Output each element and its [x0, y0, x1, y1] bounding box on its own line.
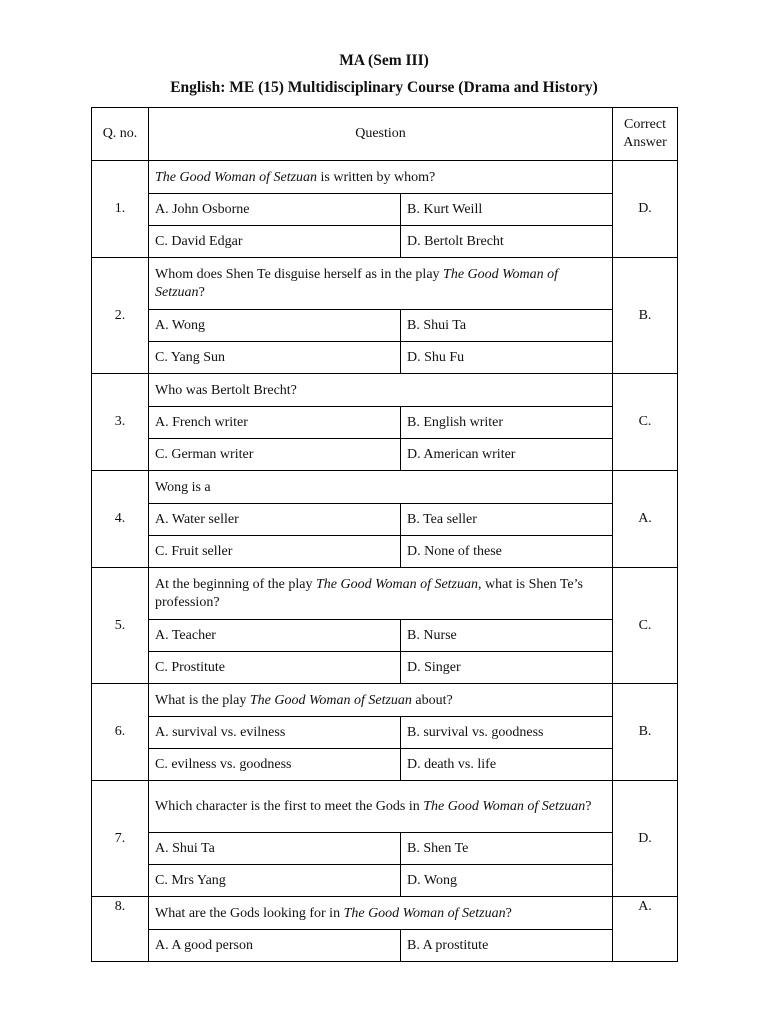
answer-option: B. English writer	[401, 407, 613, 439]
answer-option: A. Water seller	[149, 504, 401, 536]
answer-option: A. French writer	[149, 407, 401, 439]
question-text	[149, 471, 613, 504]
header-answer-line2: Answer	[623, 135, 667, 150]
answer-option: C. Yang Sun	[149, 342, 401, 374]
question-number: 2.	[92, 258, 149, 374]
options-row	[92, 749, 678, 781]
options-row	[92, 865, 678, 897]
answer-option: B. Shen Te	[401, 833, 613, 865]
correct-answer: A.	[613, 471, 678, 568]
page-title: MA (Sem III)	[339, 52, 429, 69]
question-row	[92, 374, 678, 407]
answer-option: D. Shu Fu	[401, 342, 613, 374]
options-row	[92, 407, 678, 439]
answer-option: A. A good person	[149, 930, 401, 962]
header-correct-answer	[613, 108, 678, 161]
correct-answer: D.	[613, 161, 678, 258]
question-row	[92, 897, 678, 930]
question-row	[92, 258, 678, 310]
question-text-pre: What is the play	[155, 692, 250, 708]
correct-answer: C.	[613, 374, 678, 471]
play-title-italic: The Good Woman of Setzuan	[155, 267, 559, 300]
question-number: 4.	[92, 471, 149, 568]
question-text-pre: Which character is the first to meet the Gods in	[155, 799, 424, 814]
answer-option: D. Singer	[401, 652, 613, 684]
question-number: 1.	[92, 161, 149, 258]
question-text-pre: Wong is a	[155, 479, 211, 495]
options-row	[92, 620, 678, 652]
answer-option: A. John Osborne	[149, 194, 401, 226]
question-row	[92, 471, 678, 504]
answer-option: D. American writer	[401, 439, 613, 471]
answer-option: B. Nurse	[401, 620, 613, 652]
options-row	[92, 194, 678, 226]
question-text-pre: Whom does Shen Te disguise herself as in the play	[155, 267, 444, 282]
question-text-pre: What are the Gods looking for in	[155, 905, 344, 921]
question-number: 8.	[92, 897, 149, 962]
options-row	[92, 342, 678, 374]
header-question: Question	[149, 108, 613, 161]
question-text-post: about?	[411, 692, 453, 708]
answer-option: D. None of these	[401, 536, 613, 568]
answer-option: C. David Edgar	[149, 226, 401, 258]
question-text	[149, 568, 613, 620]
correct-answer: A.	[613, 897, 678, 962]
question-row	[92, 781, 678, 833]
question-row	[92, 161, 678, 194]
correct-answer: B.	[613, 684, 678, 781]
questions-table	[91, 107, 678, 962]
question-text	[149, 258, 613, 310]
answer-option: B. Tea seller	[401, 504, 613, 536]
play-title-italic: The Good Woman of Setzuan	[343, 905, 506, 921]
options-row	[92, 717, 678, 749]
options-row	[92, 930, 678, 962]
header-qno: Q. no.	[92, 108, 149, 161]
play-title-italic: The Good Woman of Setzuan	[249, 692, 412, 708]
answer-option: D. Wong	[401, 865, 613, 897]
question-text-post: ?	[585, 799, 592, 814]
question-text-pre: At the beginning of the play	[155, 577, 316, 592]
options-row	[92, 310, 678, 342]
question-number: 7.	[92, 781, 149, 897]
answer-option: B. Kurt Weill	[401, 194, 613, 226]
question-text-post: ?	[505, 905, 512, 921]
question-text-pre: Who was Bertolt Brecht?	[155, 382, 297, 398]
play-title-italic: The Good Woman of Setzuan	[155, 169, 318, 185]
correct-answer: C.	[613, 568, 678, 684]
question-row	[92, 684, 678, 717]
options-row	[92, 439, 678, 471]
options-row	[92, 652, 678, 684]
question-row	[92, 568, 678, 620]
answer-option: B. Shui Ta	[401, 310, 613, 342]
answer-option: A. Shui Ta	[149, 833, 401, 865]
question-text	[149, 897, 613, 930]
question-number: 6.	[92, 684, 149, 781]
question-text-post: ?	[198, 285, 205, 300]
options-row	[92, 226, 678, 258]
correct-answer: B.	[613, 258, 678, 374]
correct-answer: D.	[613, 781, 678, 897]
play-title-italic: The Good Woman of Setzuan	[423, 799, 586, 814]
play-title-italic: The Good Woman of Setzuan	[315, 577, 479, 592]
answer-option: A. survival vs. evilness	[149, 717, 401, 749]
question-text	[149, 684, 613, 717]
question-text	[149, 374, 613, 407]
question-text	[149, 161, 613, 194]
answer-option: C. German writer	[149, 439, 401, 471]
answer-option: D. death vs. life	[401, 749, 613, 781]
course-subtitle: English: ME (15) Multidisciplinary Course (Drama and History)	[170, 79, 598, 96]
question-text-post: is written by whom?	[317, 169, 436, 185]
answer-option: C. Fruit seller	[149, 536, 401, 568]
question-text	[149, 781, 613, 833]
question-number: 3.	[92, 374, 149, 471]
answer-option: B. survival vs. goodness	[401, 717, 613, 749]
answer-option: D. Bertolt Brecht	[401, 226, 613, 258]
answer-option: B. A prostitute	[401, 930, 613, 962]
table-header-row	[92, 108, 678, 161]
question-text-post: , what is Shen Te’s profession?	[155, 577, 583, 610]
answer-option: A. Teacher	[149, 620, 401, 652]
question-number: 5.	[92, 568, 149, 684]
options-row	[92, 833, 678, 865]
answer-option: C. Prostitute	[149, 652, 401, 684]
options-row	[92, 504, 678, 536]
options-row	[92, 536, 678, 568]
answer-option: A. Wong	[149, 310, 401, 342]
header-answer-line1: Correct	[624, 117, 666, 132]
answer-option: C. evilness vs. goodness	[149, 749, 401, 781]
answer-option: C. Mrs Yang	[149, 865, 401, 897]
